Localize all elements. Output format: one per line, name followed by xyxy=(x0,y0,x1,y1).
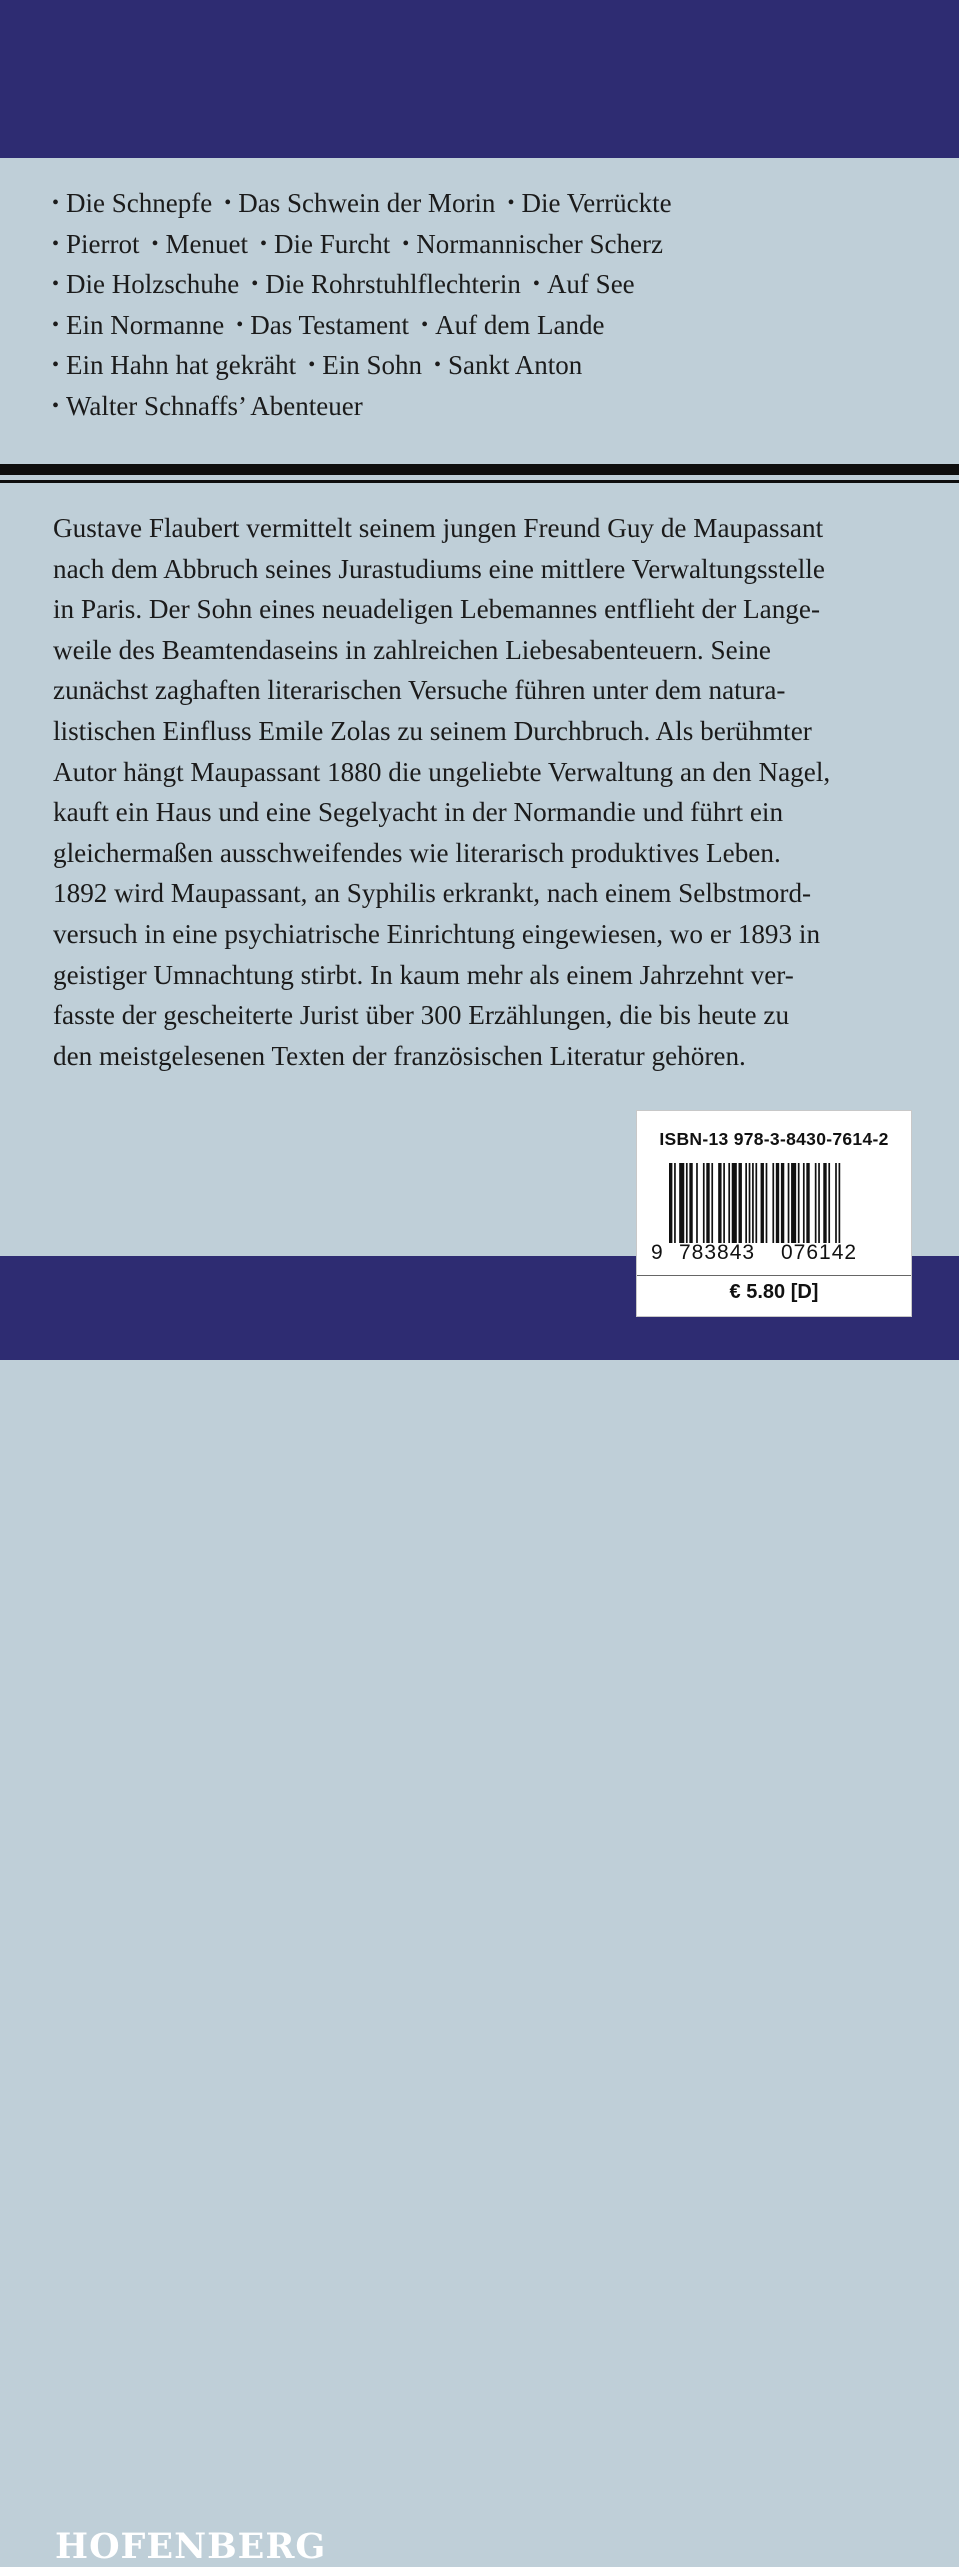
story-title-text: Auf See xyxy=(546,269,635,299)
story-title xyxy=(533,269,635,299)
blurb-line: kauft ein Haus und eine Segelyacht in der Normandie und führt ein xyxy=(53,797,784,828)
barcode-bar xyxy=(745,1163,747,1243)
barcode-bar xyxy=(723,1163,725,1243)
bullet-icon: • xyxy=(52,354,60,376)
title-row xyxy=(52,183,932,224)
divider-thin xyxy=(0,480,959,483)
story-title-text: Die Rohrstuhlflechterin xyxy=(265,269,521,299)
barcode-bar xyxy=(696,1163,698,1243)
blurb-line: versuch in eine psychiatrische Einrichtung eingewiesen, wo er 1893 in xyxy=(53,918,821,949)
barcode-bar xyxy=(689,1163,692,1243)
bullet-icon: • xyxy=(421,313,429,336)
barcode-bar xyxy=(806,1163,809,1243)
story-title xyxy=(260,229,390,259)
barcode-bar xyxy=(703,1163,705,1243)
isbn-barcode-label xyxy=(636,1110,912,1317)
story-title xyxy=(507,188,671,218)
title-row xyxy=(52,386,932,427)
story-title-text: Die Verrückte xyxy=(521,188,672,218)
story-title-text: Die Holzschuhe xyxy=(66,269,240,299)
story-title xyxy=(236,310,409,340)
barcode-bar xyxy=(739,1163,742,1243)
author-blurb xyxy=(53,508,913,1076)
story-title-text: Das Schwein der Morin xyxy=(238,188,496,218)
barcode-bar xyxy=(669,1163,672,1243)
blurb-line: gleichermaßen ausschweifendes wie literarisch produktives Leben. xyxy=(53,837,781,868)
price: € 5.80 [D] xyxy=(729,1281,819,1303)
bullet-icon: • xyxy=(236,313,244,336)
title-row xyxy=(52,305,932,346)
barcode-bar xyxy=(815,1163,817,1243)
bullet-icon: • xyxy=(52,273,60,295)
blurb-line: fasste der gescheiterte Jurist über 300 Erzählungen, die bis heute zu xyxy=(53,1000,790,1031)
bullet-icon: • xyxy=(402,232,410,255)
bullet-icon: • xyxy=(52,232,60,255)
story-title xyxy=(434,350,582,380)
bullet-icon: • xyxy=(532,273,540,295)
barcode-bar xyxy=(749,1163,751,1243)
bullet-icon: • xyxy=(52,313,60,336)
story-title-text: Walter Schnaffs’ Abenteuer xyxy=(66,390,363,421)
price-divider xyxy=(637,1275,911,1276)
title-row xyxy=(52,345,932,386)
story-title-text: Menuet xyxy=(165,228,249,259)
story-title xyxy=(152,229,249,259)
story-title-text: Ein Sohn xyxy=(322,350,422,380)
bullet-icon: • xyxy=(151,232,159,255)
story-title-text: Auf dem Lande xyxy=(435,309,605,340)
barcode-image xyxy=(657,1163,889,1245)
barcode-bar xyxy=(828,1163,830,1243)
barcode-bar xyxy=(732,1163,737,1243)
blurb-line: weile des Beamtendaseins in zahlreichen Liebesabenteuern. Seine xyxy=(53,634,771,665)
barcode-bar xyxy=(772,1163,774,1243)
isbn-number: ISBN-13 978-3-8430-7614-2 xyxy=(659,1129,889,1149)
blurb-line: geistiger Umnachtung stirbt. In kaum mehr als einem Jahrzehnt ver- xyxy=(53,959,794,990)
barcode-bar xyxy=(679,1163,684,1243)
title-row xyxy=(52,264,932,305)
barcode-bar xyxy=(674,1163,676,1243)
blurb-line: listischen Einfluss Emile Zolas zu seinem Durchbruch. Als berühmter xyxy=(53,715,812,746)
story-title-list xyxy=(52,183,932,426)
story-title-text: Das Testament xyxy=(250,309,410,340)
story-title xyxy=(52,269,239,299)
story-title xyxy=(52,229,140,259)
barcode-bar xyxy=(839,1163,841,1243)
story-title-text: Die Schnepfe xyxy=(66,188,213,218)
story-title-text: Ein Hahn hat gekräht xyxy=(66,350,297,380)
barcode-bar xyxy=(711,1163,713,1243)
barcode-bar xyxy=(686,1163,688,1243)
barcode-digits-right: 076142 xyxy=(781,1241,858,1264)
blurb-line: nach dem Abbruch seines Jurastudiums eine mittlere Verwaltungsstelle xyxy=(53,553,825,584)
blurb-line: 1892 wird Maupassant, an Syphilis erkrankt, nach einem Selbstmord- xyxy=(53,878,812,909)
barcode-digit-first: 9 xyxy=(651,1241,663,1264)
story-title xyxy=(421,310,604,340)
barcode-bar xyxy=(791,1163,796,1243)
bullet-icon: • xyxy=(260,232,268,255)
barcode-bar xyxy=(776,1163,779,1243)
divider-thick xyxy=(0,464,959,475)
story-title xyxy=(52,188,212,218)
top-color-band xyxy=(0,0,959,158)
story-title xyxy=(308,350,422,380)
bullet-icon: • xyxy=(52,394,60,417)
bullet-icon: • xyxy=(224,192,232,214)
story-title-text: Ein Normanne xyxy=(66,309,225,340)
barcode-bar xyxy=(781,1163,784,1243)
barcode-bar xyxy=(835,1163,837,1243)
barcode-bar xyxy=(761,1163,764,1243)
barcode-bar xyxy=(818,1163,820,1243)
title-row xyxy=(52,224,932,265)
bullet-icon: • xyxy=(251,273,259,295)
barcode-bar xyxy=(803,1163,805,1243)
blurb-line: Gustave Flaubert vermittelt seinem jungen Freund Guy de Maupassant xyxy=(53,513,824,543)
blurb-line: den meistgelesenen Texten der französischen Literatur gehören. xyxy=(53,1040,746,1071)
story-title xyxy=(52,310,224,340)
barcode-bar xyxy=(766,1163,768,1243)
barcode-bar xyxy=(798,1163,800,1243)
story-title xyxy=(224,188,495,218)
story-title-text: Die Furcht xyxy=(274,228,391,259)
publisher-logo: HOFENBERG xyxy=(55,2526,327,2567)
bullet-icon: • xyxy=(52,192,60,214)
story-title xyxy=(251,269,521,299)
blurb-line: zunächst zaghaften literarischen Versuche führen unter dem natura- xyxy=(53,675,786,706)
barcode-bar xyxy=(752,1163,754,1243)
barcode-bar xyxy=(718,1163,721,1243)
story-title xyxy=(52,391,363,421)
barcode-bar xyxy=(755,1163,757,1243)
barcode-bar xyxy=(788,1163,790,1243)
story-title-text: Normannischer Scherz xyxy=(416,228,663,259)
bullet-icon: • xyxy=(507,192,515,214)
story-title-text: Pierrot xyxy=(66,228,140,259)
story-title-text: Sankt Anton xyxy=(448,350,583,380)
blurb-line: Autor hängt Maupassant 1880 die ungeliebte Verwaltung an den Nagel, xyxy=(53,756,831,787)
story-title xyxy=(52,350,296,380)
bullet-icon: • xyxy=(433,354,441,376)
barcode-bar xyxy=(728,1163,730,1243)
barcode-digits-left: 783843 xyxy=(679,1241,756,1264)
story-title xyxy=(402,229,663,259)
barcode-bar xyxy=(706,1163,709,1243)
barcode-bar xyxy=(823,1163,826,1243)
blurb-line: in Paris. Der Sohn eines neuadeligen Lebemannes entflieht der Lange- xyxy=(53,594,821,625)
bullet-icon: • xyxy=(308,354,316,376)
